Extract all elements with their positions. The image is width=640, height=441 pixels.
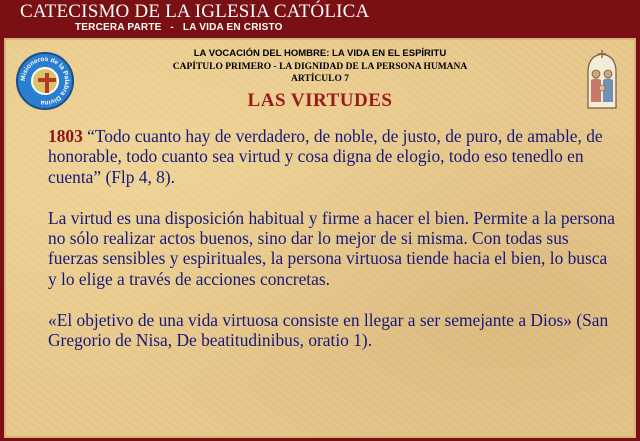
body-text [48,126,618,371]
article-heading: ARTÍCULO 7 [291,74,349,84]
catechism-title: CATECISMO DE LA IGLESIA CATÓLICA [20,1,370,22]
section-heading: LA VOCACIÓN DEL HOMBRE: LA VIDA EN EL ESPÍRITU [193,48,447,59]
paragraph-text: «El objetivo de una vida virtuosa consiste en llegar a ser semejante a Dios» (San Gregorio de Nisa, De beatitudinibus, oratio 1). [48,309,609,351]
header-bar [0,0,640,38]
paragraph-text: La virtud es una disposición habitual y firme a hacer el bien. Permite a la persona no sólo realizar actos buenos, sino dar lo mejor de si misma. Con todas sus fuerzas sensibles y espirituales, la persona virtuosa tiende hacia el bien, lo busca y lo elige a través de acciones concretas. [48,207,615,289]
paragraph-1803 [48,126,618,187]
content-panel [4,38,636,438]
seal-ring-label: Misioneros de la Palabra Divina [19,55,71,107]
part-subtitle: TERCERA PARTE - LA VIDA EN CRISTO [75,22,283,33]
page-title: LAS VIRTUDES [247,90,393,111]
paragraph-number: 1803 [48,126,83,146]
paragraph-text: “Todo cuanto hay de verdadero, de noble, de justo, de puro, de amable, de honorable, todo cuanto sea virtud y cosa digna de elogio, todo eso tenedlo en cuenta” (Flp 4, 8). [48,126,603,187]
chapter-heading: CAPÍTULO PRIMERO - LA DIGNIDAD DE LA PERSONA HUMANA [172,62,468,72]
